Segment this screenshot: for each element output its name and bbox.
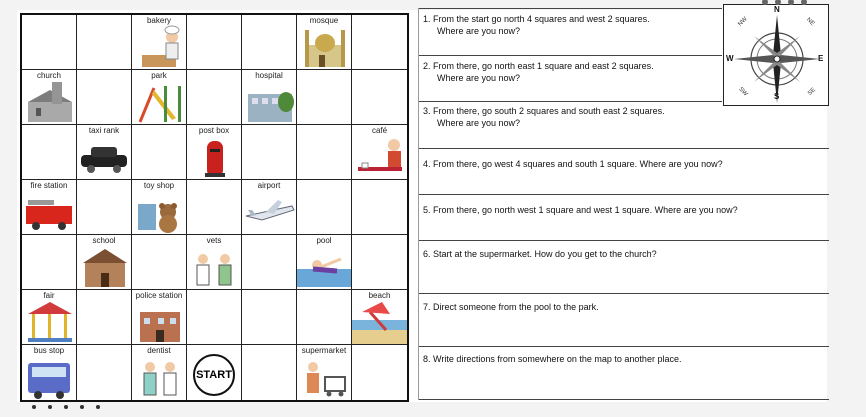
question-3: [419, 105, 665, 129]
question-2: [419, 60, 654, 84]
divider: [419, 148, 829, 149]
grid-square: [242, 70, 297, 125]
place-label: hospital: [255, 71, 283, 80]
grid-square: [77, 125, 132, 180]
divider: [419, 346, 829, 347]
grid-square: [297, 235, 352, 290]
question-1: [419, 13, 650, 37]
grid-square: [187, 125, 242, 180]
place-label: fair: [43, 291, 55, 300]
grid-square: [22, 235, 77, 290]
place-label: bus stop: [33, 346, 65, 355]
question-6: 6. Start at the supermarket. How do you get to the church?: [423, 249, 657, 259]
grid-square: [77, 15, 132, 70]
question-text: Where are you now?: [437, 73, 521, 83]
grid-square: [242, 290, 297, 345]
place-label: airport: [257, 181, 281, 190]
place-label: church: [36, 71, 61, 80]
grid-square: [22, 345, 77, 400]
grid-square: [22, 180, 77, 235]
grid-square: [352, 15, 407, 70]
question-text: 1. From the start go north 4 squares and west 2 squares.: [423, 14, 650, 24]
place-label: police station: [135, 291, 183, 300]
question-8: 8. Write directions from somewhere on the map to another place.: [423, 354, 682, 364]
place-label: toy shop: [143, 181, 175, 190]
grid-square: [352, 290, 407, 345]
grid-square: [297, 290, 352, 345]
compass-ne: NE: [805, 16, 816, 28]
divider: [419, 101, 722, 102]
compass-rose: [723, 4, 829, 106]
question-text: 2. From there, go north east 1 square and east 2 squares.: [423, 61, 654, 71]
question-text: Where are you now?: [437, 26, 521, 36]
grid-square: [77, 345, 132, 400]
place-label: bakery: [146, 16, 171, 25]
place-label: pool: [316, 236, 332, 245]
place-label: beach: [368, 291, 391, 300]
start-marker: START: [193, 354, 235, 396]
map-grid: [20, 13, 409, 402]
divider: [419, 55, 722, 56]
grid-square: [297, 180, 352, 235]
grid-square: [242, 180, 297, 235]
grid-square: [242, 345, 297, 400]
divider: [419, 240, 829, 241]
grid-square: [77, 70, 132, 125]
grid-square: [77, 290, 132, 345]
compass-se: SE: [807, 87, 817, 97]
question-4: 4. From there, go west 4 squares and south 1 square. Where are you now?: [423, 159, 723, 169]
place-label: café: [371, 126, 388, 135]
place-label: post box: [198, 126, 230, 135]
grid-square: [77, 180, 132, 235]
grid-square: [297, 15, 352, 70]
place-label: mosque: [309, 16, 339, 25]
grid-square: [352, 70, 407, 125]
compass-sw: SW: [737, 86, 749, 98]
grid-square: [132, 290, 187, 345]
grid-square: [132, 15, 187, 70]
grid-square: [242, 15, 297, 70]
grid-square: [352, 235, 407, 290]
grid-square: [132, 235, 187, 290]
grid-square: [352, 180, 407, 235]
divider: [419, 8, 722, 9]
question-5: 5. From there, go north west 1 square and west 1 square. Where are you now?: [423, 205, 738, 215]
compass-e: E: [818, 54, 824, 63]
divider: [419, 399, 829, 400]
place-label: vets: [206, 236, 222, 245]
decorative-marks: [30, 402, 120, 410]
grid-square: [132, 70, 187, 125]
place-label: taxi rank: [88, 126, 120, 135]
compass-n: N: [774, 5, 780, 14]
grid-square: [187, 70, 242, 125]
grid-square: [22, 125, 77, 180]
place-label: fire station: [30, 181, 68, 190]
place-label: park: [151, 71, 167, 80]
question-7: 7. Direct someone from the pool to the park.: [423, 302, 599, 312]
grid-square: [297, 345, 352, 400]
grid-square: [187, 290, 242, 345]
grid-square: [352, 345, 407, 400]
grid-square: [22, 290, 77, 345]
grid-square: [297, 70, 352, 125]
grid-square: [242, 235, 297, 290]
compass-nw: NW: [737, 16, 749, 28]
grid-square: [132, 125, 187, 180]
place-label: supermarket: [301, 346, 347, 355]
grid-square: [187, 180, 242, 235]
decorative-marks: [760, 0, 810, 6]
divider: [419, 194, 829, 195]
compass-w: W: [726, 54, 734, 63]
question-text: 3. From there, go south 2 squares and south east 2 squares.: [423, 106, 665, 116]
grid-square: [187, 15, 242, 70]
grid-square: [132, 345, 187, 400]
grid-square: [187, 345, 242, 400]
place-label: school: [92, 236, 116, 245]
grid-square: [77, 235, 132, 290]
grid-square: [132, 180, 187, 235]
grid-square: [297, 125, 352, 180]
question-text: Where are you now?: [437, 118, 521, 128]
grid-square: [22, 70, 77, 125]
grid-square: [187, 235, 242, 290]
grid-square: [22, 15, 77, 70]
divider: [419, 293, 829, 294]
compass-s: S: [774, 92, 780, 101]
grid-square: [242, 125, 297, 180]
place-label: dentist: [147, 346, 171, 355]
grid-square: [352, 125, 407, 180]
